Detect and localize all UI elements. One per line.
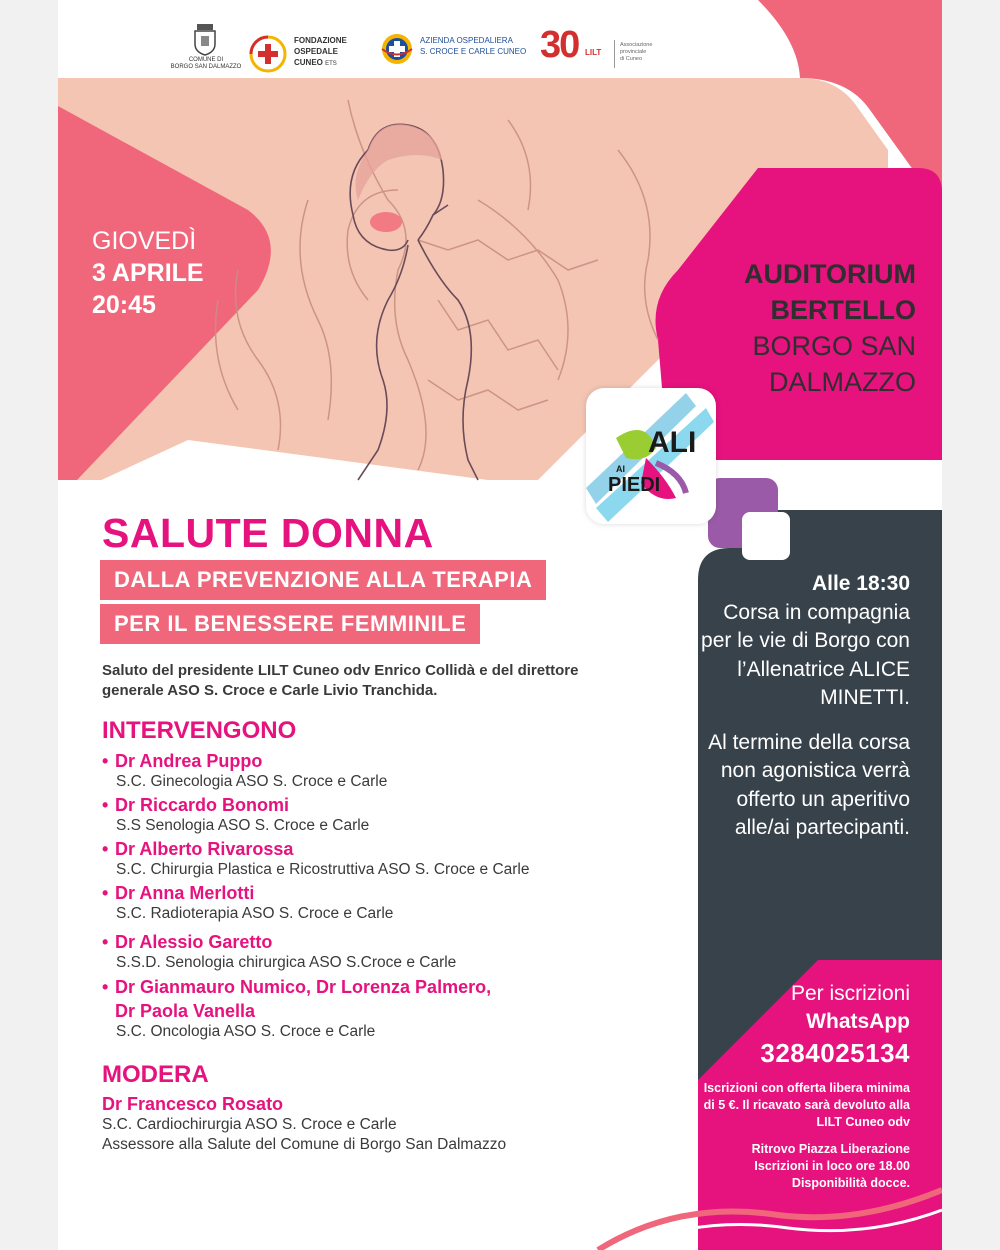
run-time: Alle 18:30 <box>811 572 910 595</box>
registration-meeting-point: Ritrovo Piazza Liberazione <box>751 1142 910 1156</box>
location-line2: BERTELLO <box>770 295 916 325</box>
moderator-block <box>102 1093 662 1155</box>
moderator-heading: MODERA <box>102 1061 209 1088</box>
subtitle-band-1: DALLA PREVENZIONE ALLA TERAPIA <box>100 560 546 600</box>
ali-ai-piedi-logo <box>586 388 716 524</box>
run-after: Al termine della corsa non agonistica verrà offerto un aperitivo alle/ai partecipanti. <box>708 730 910 839</box>
registration-block <box>690 980 910 1192</box>
azienda-line2: S. CROCE E CARLE CUNEO <box>420 47 527 56</box>
lilt-association: Associazione provinciale di Cuneo <box>620 42 653 62</box>
speaker-name <box>102 794 662 816</box>
location-line4: DALMAZZO <box>768 367 916 397</box>
event-title: SALUTE DONNA <box>102 510 434 556</box>
ali-text: ALI <box>648 426 697 459</box>
run-description: Corsa in compagnia per le vie di Borgo con l’Allenatrice ALICE MINETTI. <box>701 600 910 709</box>
poster-card <box>58 0 942 1250</box>
speaker-name-text: Dr Riccardo Bonomi <box>115 795 290 815</box>
speaker-item <box>102 882 662 924</box>
bullet: • <box>102 795 109 815</box>
speaker-name-text: Dr Paola Vanella <box>115 1001 256 1021</box>
piedi-text: PIEDI <box>608 474 661 496</box>
ai-text: AI <box>616 464 625 474</box>
speaker-item <box>102 976 662 1042</box>
speaker-role: S.S Senologia ASO S. Croce e Carle <box>116 817 370 834</box>
speaker-name-text: Dr Alessio Garetto <box>115 932 273 952</box>
intro-text: Saluto del presidente LILT Cuneo odv Enrico Collidà e del direttore generale ASO S. Croce e Carle Livio Tranchida. <box>102 662 579 699</box>
speaker-item <box>102 931 662 973</box>
speaker-item <box>102 794 662 836</box>
comune-crest-icon <box>190 22 220 56</box>
run-info <box>690 570 910 859</box>
registration-phone: 3284025134 <box>760 1038 910 1068</box>
speaker-item <box>102 750 662 792</box>
fondazione-line3 <box>294 58 337 67</box>
registration-note-2 <box>690 1141 910 1192</box>
speaker-name <box>102 750 662 772</box>
registration-onsite: Iscrizioni in loco ore 18.00 <box>754 1159 910 1173</box>
bullet: • <box>102 932 109 952</box>
registration-label: Per iscrizioni <box>790 982 910 1005</box>
speaker-name-continued <box>102 1000 662 1022</box>
moderator-name: Dr Francesco Rosato <box>102 1094 284 1114</box>
comune-label: COMUNE DI BORGO SAN DALMAZZO <box>170 57 242 70</box>
speaker-name <box>102 976 662 998</box>
azienda-line1: AZIENDA OSPEDALIERA <box>420 36 513 45</box>
fondazione-cuneo: CUNEO <box>294 58 323 67</box>
speaker-name-text: Dr Anna Merlotti <box>115 883 255 903</box>
speaker-name <box>102 931 662 953</box>
lilt-divider <box>614 40 615 68</box>
speaker-item <box>102 838 662 880</box>
speaker-role: S.C. Chirurgia Plastica e Ricostruttiva ASO S. Croce e Carle <box>116 861 530 878</box>
event-time: 20:45 <box>92 291 156 319</box>
event-date: 3 APRILE <box>92 259 204 287</box>
moderator-role-1: S.C. Cardiochirurgia ASO S. Croce e Carle <box>102 1116 397 1133</box>
fondazione-line2: OSPEDALE <box>294 47 339 56</box>
fondazione-cross-icon <box>248 34 288 74</box>
speaker-name-text: Dr Alberto Rivarossa <box>115 839 294 859</box>
speakers-heading: INTERVENGONO <box>102 717 297 744</box>
bullet: • <box>102 883 109 903</box>
speaker-name <box>102 882 662 904</box>
fondazione-ets: ETS <box>325 61 337 67</box>
event-day: GIOVEDÌ <box>92 227 197 255</box>
speaker-role: S.C. Ginecologia ASO S. Croce e Carle <box>116 773 388 790</box>
speaker-name-text: Dr Gianmauro Numico, Dr Lorenza Palmero, <box>115 977 492 997</box>
bullet: • <box>102 751 109 771</box>
event-date-block <box>92 225 252 321</box>
location-line1: AUDITORIUM <box>744 259 916 289</box>
speaker-role: S.C. Oncologia ASO S. Croce e Carle <box>116 1023 376 1040</box>
azienda-seal-icon <box>380 32 414 66</box>
event-location-block <box>660 256 916 400</box>
lilt-30-number: 30 <box>540 24 579 66</box>
registration-note-1: Iscrizioni con offerta libera minima di 5 €. Il ricavato sarà devoluto alla LILT Cuneo odv <box>703 1081 910 1129</box>
fondazione-line1: FONDAZIONE <box>294 36 347 45</box>
speaker-role: S.S.D. Senologia chirurgica ASO S.Croce e Carle <box>116 954 457 971</box>
speaker-name <box>102 838 662 860</box>
speaker-role: S.C. Radioterapia ASO S. Croce e Carle <box>116 905 394 922</box>
bullet: • <box>102 839 109 859</box>
lilt-name: LILT <box>585 48 602 57</box>
registration-app: WhatsApp <box>806 1010 910 1033</box>
registration-showers: Disponibilità docce. <box>791 1176 910 1190</box>
subtitle-band-2: PER IL BENESSERE FEMMINILE <box>100 604 480 644</box>
moderator-role-2: Assessore alla Salute del Comune di Borgo San Dalmazzo <box>102 1136 507 1153</box>
location-line3: BORGO SAN <box>752 331 916 361</box>
speaker-name-text: Dr Andrea Puppo <box>115 751 263 771</box>
bullet: • <box>102 977 109 997</box>
logos-row <box>58 0 942 90</box>
